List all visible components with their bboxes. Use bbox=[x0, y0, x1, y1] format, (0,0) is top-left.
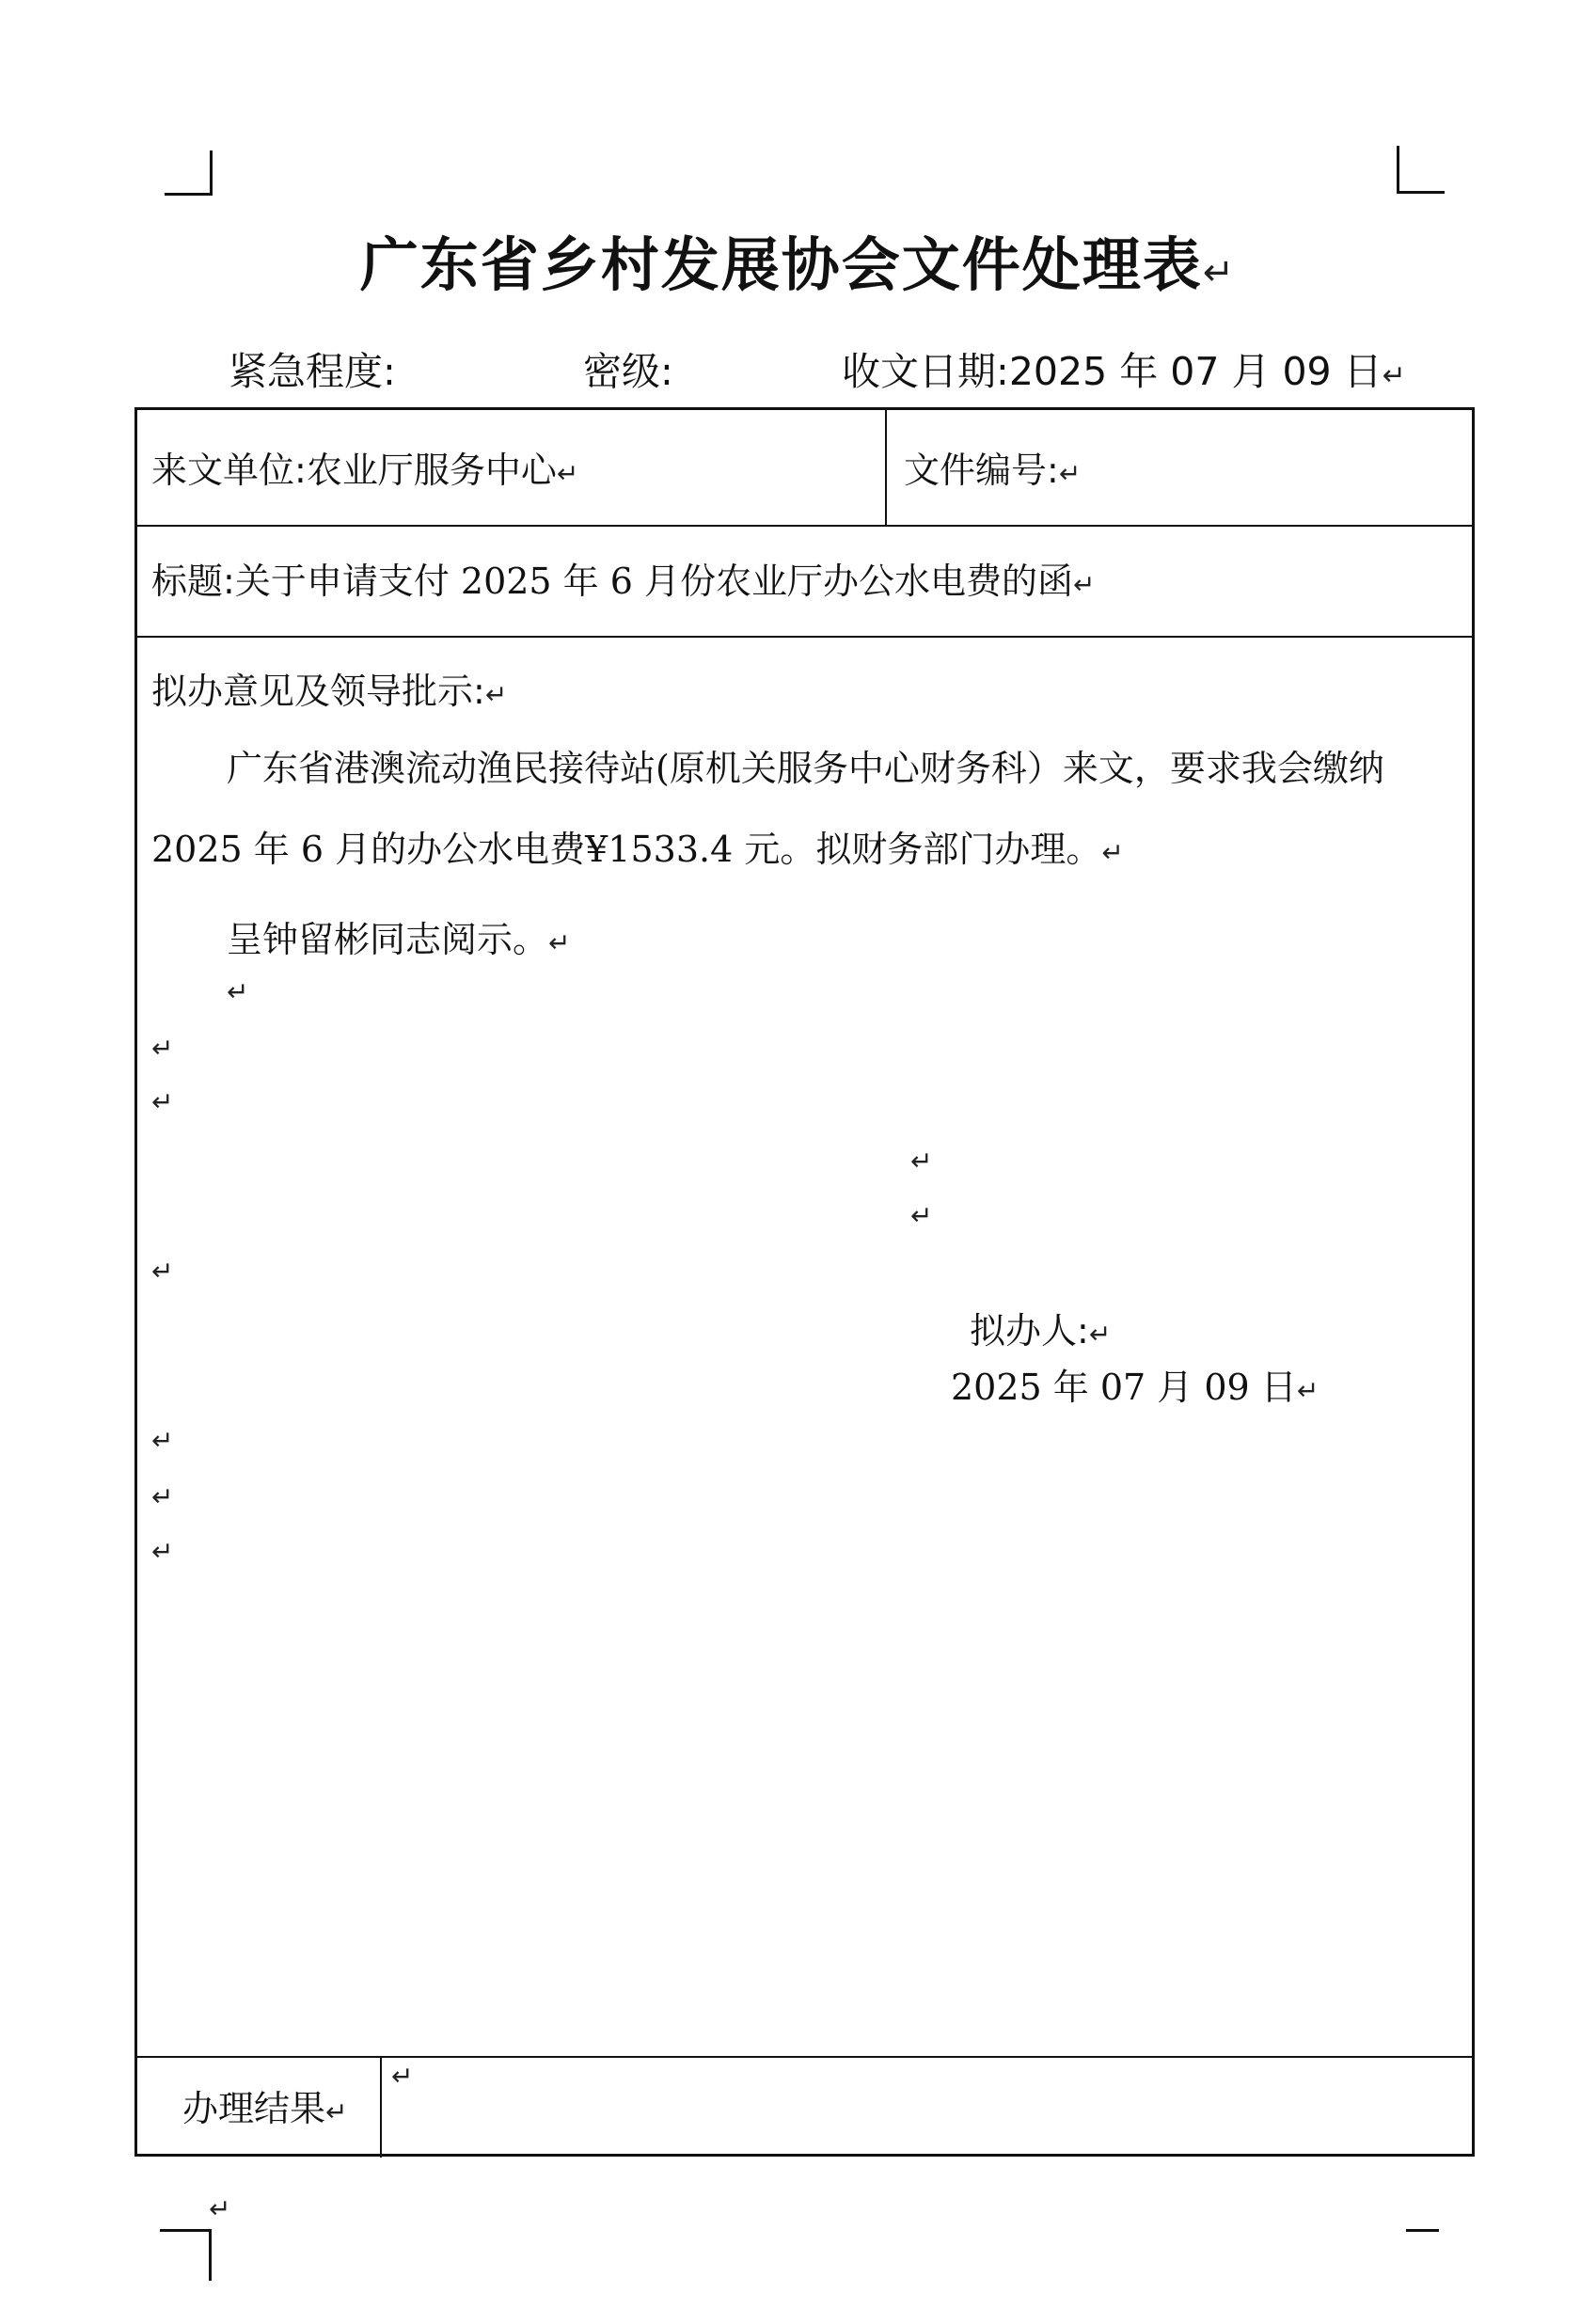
paragraph-mark: ↵ bbox=[209, 2193, 231, 2224]
subject-cell: 标题:关于申请支付 2025 年 6 月份农业厅办公水电费的函↵ bbox=[151, 561, 1096, 602]
paragraph-mark: ↵ bbox=[227, 976, 249, 1007]
crop-mark-bottom-right bbox=[1406, 2229, 1439, 2236]
paragraph-mark: ↵ bbox=[151, 1086, 174, 1117]
sender-label: 来文单位: bbox=[151, 450, 307, 491]
sender-cell: 来文单位:农业厅服务中心↵ bbox=[151, 450, 579, 491]
crop-mark-bottom-left bbox=[160, 2229, 212, 2281]
paragraph-mark: ↵ bbox=[910, 1200, 933, 1231]
row-divider bbox=[137, 525, 1472, 527]
file-number-cell: 文件编号:↵ bbox=[904, 450, 1082, 491]
drafter-label: 拟办人:↵ bbox=[970, 1310, 1112, 1352]
crop-mark-top-right bbox=[1397, 146, 1445, 194]
opinion-body-line-1: 广东省港澳流动渔民接待站(原机关服务中心财务科）来文，要求我会缴纳 bbox=[227, 748, 1384, 789]
received-date-label: 收文日期: bbox=[842, 349, 1009, 394]
crop-mark-top-left bbox=[165, 150, 213, 196]
paragraph-mark: ↵ bbox=[151, 1481, 174, 1512]
paragraph-mark: ↵ bbox=[910, 1146, 933, 1177]
row-divider bbox=[137, 636, 1472, 638]
subject-value: 关于申请支付 2025 年 6 月份农业厅办公水电费的函 bbox=[234, 561, 1074, 602]
row-divider bbox=[137, 2056, 1472, 2058]
received-date-value: 2025 年 07 月 09 日 bbox=[1008, 349, 1383, 394]
column-divider bbox=[380, 2056, 382, 2158]
submit-line: 呈钟留彬同志阅示。↵ bbox=[227, 919, 571, 960]
received-date: 收文日期:2025 年 07 月 09 日↵ bbox=[842, 349, 1406, 394]
file-number-label: 文件编号: bbox=[904, 450, 1059, 491]
result-label: 办理结果↵ bbox=[182, 2088, 348, 2129]
drafter-date: 2025 年 07 月 09 日↵ bbox=[951, 1367, 1319, 1408]
form-table bbox=[134, 407, 1475, 2157]
document-title: 广东省乡村发展协会文件处理表↵ bbox=[359, 230, 1237, 299]
paragraph-mark: ↵ bbox=[151, 1536, 174, 1567]
urgency-label: 紧急程度: bbox=[229, 349, 396, 394]
opinion-body-line-2: 2025 年 6 月的办公水电费¥1533.4 元。拟财务部门办理。↵ bbox=[151, 829, 1124, 870]
column-divider bbox=[885, 410, 887, 525]
secrecy-label: 密级: bbox=[583, 349, 673, 394]
result-value: ↵ bbox=[391, 2061, 414, 2092]
paragraph-mark: ↵ bbox=[151, 1033, 174, 1064]
sender-value: 农业厅服务中心 bbox=[306, 450, 557, 491]
paragraph-mark: ↵ bbox=[151, 1425, 174, 1456]
paragraph-mark: ↵ bbox=[151, 1256, 174, 1287]
subject-label: 标题: bbox=[151, 561, 235, 602]
opinion-label: 拟办意见及领导批示:↵ bbox=[151, 671, 508, 712]
